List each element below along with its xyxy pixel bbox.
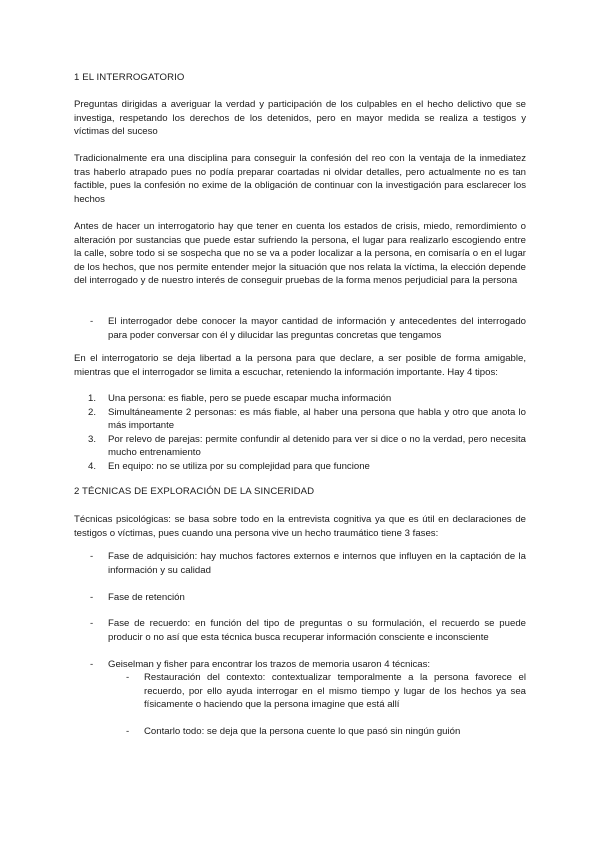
memory-phases-list-3 <box>90 617 526 644</box>
memory-techniques-list <box>126 671 526 712</box>
list-item-text: Restauración del contexto: contextualizar temporalmente a la persona favorece el recuerdo, por ello ayuda interrogar en el mismo tiempo y lugar de los hechos ya sea físicamente o haciendo que la persona imagine que está allí <box>144 672 526 711</box>
interrogation-types-list <box>88 392 526 474</box>
list-item <box>126 671 526 712</box>
interrogator-bullet-list <box>90 315 526 342</box>
list-number: 4. <box>88 460 97 472</box>
list-item-text: Fase de adquisición: hay muchos factores externos e internos que influyen en la captación de la información y su calidad <box>108 551 526 576</box>
list-item <box>88 392 526 406</box>
dash-bullet: - <box>90 618 94 629</box>
list-number: 3. <box>88 433 97 445</box>
paragraph-2: Tradicionalmente era una disciplina para conseguir la confesión del reo con la ventaja de la inmediatez tras haberlo atrapado pues no podía preparar coartadas ni olvidar detalles, pero actualmente no es tan factible, pues la confesión no exime de la obligación de continuar con la investigación para esclarecer los hechos <box>74 153 526 205</box>
paragraph-1: Preguntas dirigidas a averiguar la verdad y participación de los culpables en el hecho delictivo que se investiga, respetando los derechos de los detenidos, pero en mayor medida se realiza a testigos y víctimas del suceso <box>74 99 526 138</box>
list-item-text: Geiselman y fisher para encontrar los trazos de memoria usaron 4 técnicas: <box>108 659 431 670</box>
section-2-intro: Técnicas psicológicas: se basa sobre todo en la entrevista cognitiva ya que es útil en declaraciones de testigos o víctimas, pues cuando una persona vive un hecho traumático tiene 3 fases: <box>74 514 526 539</box>
list-item <box>90 617 526 644</box>
memory-phases-list-2 <box>90 591 526 605</box>
list-item <box>88 460 526 474</box>
list-item <box>90 658 526 672</box>
list-item <box>88 433 526 460</box>
list-item <box>90 315 526 342</box>
dash-bullet: - <box>126 726 130 737</box>
list-item-text: Por relevo de parejas: permite confundir al detenido para ver si dice o no la verdad, pero necesita mucho entrenamiento <box>108 433 526 459</box>
list-item-text: Fase de retención <box>108 592 185 603</box>
list-item <box>126 725 526 739</box>
memory-phases-list <box>90 550 526 577</box>
memory-phases-list-4 <box>90 658 526 672</box>
dash-bullet: - <box>90 592 94 603</box>
list-number: 1. <box>88 393 97 404</box>
section-1-heading: 1 EL INTERROGATORIO <box>74 72 185 83</box>
list-item-text: Fase de recuerdo: en función del tipo de preguntas o su formulación, el recuerdo se puede producir o no así que esta técnica busca recuperar información consciente e inconsciente <box>108 618 526 643</box>
list-item-text: En equipo: no se utiliza por su complejidad para que funcione <box>108 460 370 472</box>
list-item-text: Simultáneamente 2 personas: es más fiable, al haber una persona que habla y otro que anota lo más importante <box>108 406 526 432</box>
dash-bullet: - <box>90 551 94 562</box>
dash-bullet: - <box>90 659 94 670</box>
list-item <box>88 406 526 433</box>
list-item-text: El interrogador debe conocer la mayor cantidad de información y antecedentes del interrogado para poder conversar con él y dilucidar las preguntas concretas que tengamos <box>108 316 526 341</box>
dash-bullet: - <box>126 672 130 683</box>
memory-techniques-list-2 <box>126 725 526 739</box>
list-item <box>90 591 526 605</box>
section-2-heading: 2 TÉCNICAS DE EXPLORACIÓN DE LA SINCERIDAD <box>74 486 315 497</box>
list-item-text: Una persona: es fiable, pero se puede escapar mucha información <box>108 393 392 404</box>
dash-bullet: - <box>90 316 94 327</box>
list-item <box>90 550 526 577</box>
paragraph-3: Antes de hacer un interrogatorio hay que tener en cuenta los estados de crisis, miedo, remordimiento o alteración por sustancias que puede estar sufriendo la persona, el lugar para realizarlo escogiendo entre la calle, sobre todo si se sospecha que no se va a poder localizar a la persona, en comisaría o en el lugar de los hechos, que nos permite entender mejor la situación que nos relata la víctima, la elección depende del interrogado y de nuestro interés de conseguir pruebas de la forma menos perjudicial para la persona <box>74 221 526 287</box>
list-number: 2. <box>88 406 97 418</box>
list-item-text: Contarlo todo: se deja que la persona cuente lo que pasó sin ningún guión <box>144 726 461 737</box>
types-intro: En el interrogatorio se deja libertad a la persona para que declare, a ser posible de forma amigable, mientras que el interrogador se limita a escuchar, reteniendo la información importante. Hay 4 tipos: <box>74 353 526 378</box>
